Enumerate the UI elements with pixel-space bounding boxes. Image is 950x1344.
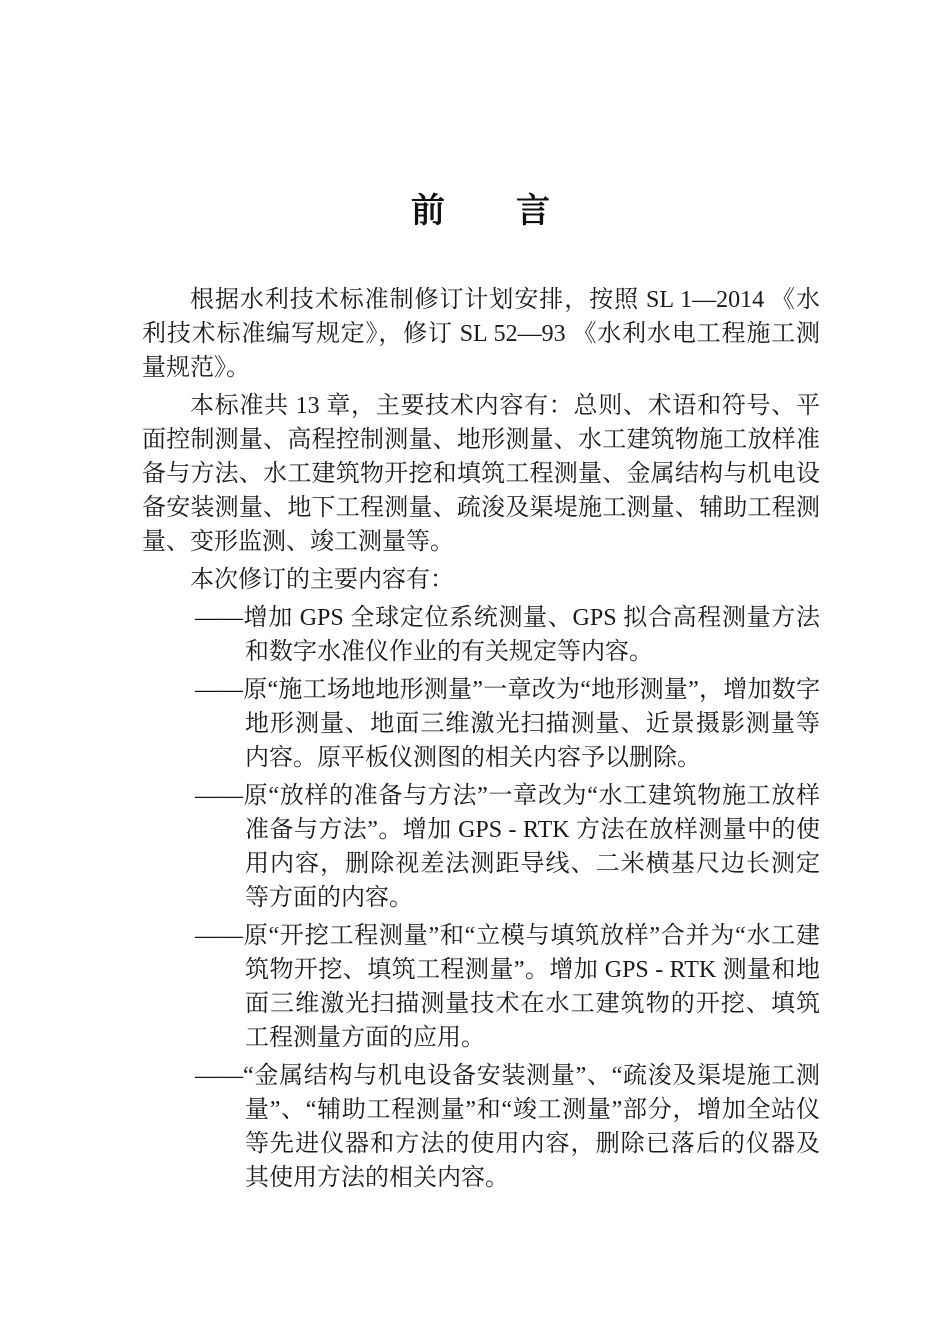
- dash-marker: ——: [195, 783, 243, 809]
- revision-item-text: 原“施工场地地形测量”一章改为“地形测量”，增加数字地形测量、地面三维激光扫描测量、近景摄影测量等内容。原平板仪测图的相关内容予以删除。: [243, 677, 820, 771]
- revision-item-text: 原“放样的准备与方法”一章改为“水工建筑物施工放样准备与方法”。增加 GPS - RTK 方法在放样测量中的使用内容，删除视差法测距导线、二米横基尺边长测定等方面的内容。: [243, 783, 820, 911]
- revision-item: [142, 601, 820, 669]
- dash-marker: ——: [195, 1063, 243, 1089]
- document-body: [142, 283, 820, 1195]
- revision-item-text: 原“开挖工程测量”和“立模与填筑放样”合并为“水工建筑物开挖、填筑工程测量”。增加 GPS - RTK 测量和地面三维激光扫描测量技术在水工建筑物的开挖、填筑工程测量方面的应用。: [243, 923, 820, 1051]
- paragraph-scope: 本标准共 13 章，主要技术内容有：总则、术语和符号、平面控制测量、高程控制测量、地形测量、水工建筑物施工放样准备与方法、水工建筑物开挖和填筑工程测量、金属结构与机电设备安装测量、地下工程测量、疏浚及渠堤施工测量、辅助工程测量、变形监测、竣工测量等。: [142, 393, 820, 555]
- revision-item: [142, 779, 820, 915]
- revision-item: [142, 919, 820, 1055]
- revision-item-text: “金属结构与机电设备安装测量”、“疏浚及渠堤施工测量”、“辅助工程测量”和“竣工测量”部分，增加全站仪等先进仪器和方法的使用内容，删除已落后的仪器及其使用方法的相关内容。: [243, 1063, 820, 1191]
- paragraph-revisions-lead: 本次修订的主要内容有：: [190, 567, 454, 593]
- paragraph-intro: 根据水利技术标准制修订计划安排，按照 SL 1—2014 《水利技术标准编写规定》，修订 SL 52—93 《水利水电工程施工测量规范》。: [142, 287, 820, 381]
- page-title: 前 言: [411, 192, 551, 230]
- dash-marker: ——: [195, 923, 243, 949]
- revision-item-text: 增加 GPS 全球定位系统测量、GPS 拟合高程测量方法和数字水准仪作业的有关规定等内容。: [243, 605, 820, 665]
- dash-marker: ——: [195, 677, 243, 703]
- revision-item: [142, 673, 820, 775]
- revision-item: [142, 1059, 820, 1195]
- dash-marker: ——: [195, 605, 243, 631]
- revision-list: [142, 601, 820, 1195]
